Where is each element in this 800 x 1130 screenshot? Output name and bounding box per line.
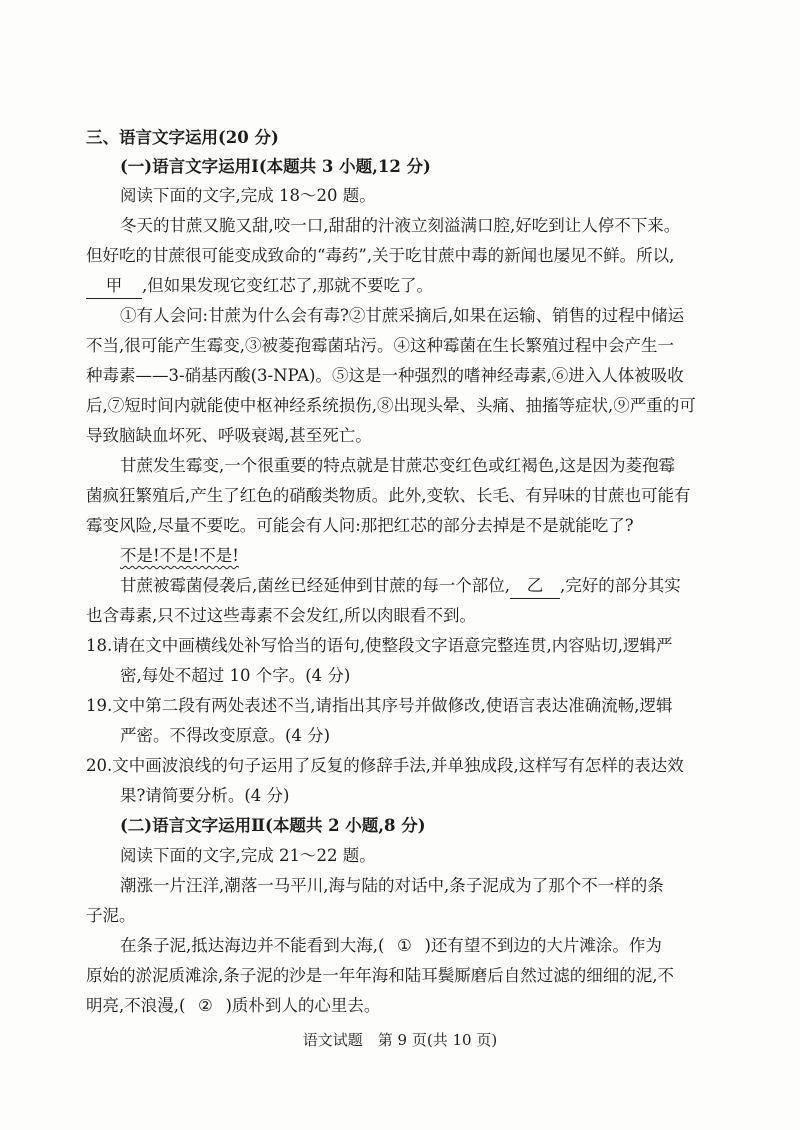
- blank-jia: 甲: [86, 274, 142, 299]
- q20-line2: 果?请简要分析。(4 分): [120, 786, 290, 805]
- blank-2: ②: [198, 996, 213, 1015]
- p3-line2: 菌疯狂繁殖后,产生了红色的硝酸类物质。此外,变软、长毛、有异味的甘蔗也可能有: [86, 486, 691, 505]
- q18-line1: 18.请在文中画横线处补写恰当的语句,使整段文字语意完整连贯,内容贴切,逻辑严: [86, 636, 673, 655]
- p2c-line2: 原始的淤泥质滩涂,条子泥的沙是一年年海和陆耳鬓厮磨后自然过滤的细细的泥,不: [86, 966, 674, 985]
- p3-line1: 甘蔗发生霉变,一个很重要的特点就是甘蔗芯变红色或红褐色,这是因为菱孢霉: [120, 456, 675, 475]
- section-title: 三、语言文字运用(20 分): [86, 128, 279, 147]
- blank-yi: 乙: [510, 574, 560, 599]
- p2c-line1-before: 在条子泥,抵达海边并不能看到大海,(: [120, 936, 385, 955]
- p2-line3: 种毒素——3-硝基丙酸(3-NPA)。⑤这是一种强烈的嗜神经毒素,⑥进入人体被吸收: [86, 366, 684, 385]
- p5-line1-before: 甘蔗被霉菌侵袭后,菌丝已经延伸到甘蔗的每一个部位,: [120, 576, 510, 595]
- q19-line1: 19.文中第二段有两处表述不当,请指出其序号并做修改,使语言表达准确流畅,逻辑: [86, 696, 673, 715]
- p5-line2: 也含毒素,只不过这些毒素不会发红,所以肉眼看不到。: [86, 606, 476, 625]
- p2b-line1: 潮涨一片汪洋,潮落一马平川,海与陆的对话中,条子泥成为了那个不一样的条: [120, 876, 664, 895]
- p2-line5: 导致脑缺血坏死、呼吸衰竭,甚至死亡。: [86, 426, 372, 445]
- part2-heading: (二)语言文字运用Ⅱ(本题共 2 小题,8 分): [120, 816, 426, 835]
- wavy-underline-text: 不是!不是!不是!: [120, 546, 239, 565]
- part2-instruction: 阅读下面的文字,完成 21～22 题。: [120, 846, 376, 865]
- p2-line4: 后,⑦短时间内就能使中枢神经系统损伤,⑧出现头晕、头痛、抽搐等症状,⑨严重的可: [86, 396, 696, 415]
- p2c-line3-before: 明亮,不浪漫,(: [86, 996, 186, 1015]
- p1-line3: [86, 274, 800, 299]
- p2c-line1: [120, 934, 800, 958]
- p2-line2: 不当,很可能产生霉变,③被菱孢霉菌玷污。④这种霉菌在生长繁殖过程中会产生一: [86, 336, 674, 355]
- part1-instruction: 阅读下面的文字,完成 18～20 题。: [120, 186, 376, 205]
- p2b-line2: 子泥。: [86, 906, 136, 925]
- p5-line1: [120, 574, 800, 599]
- p2c-line3-after: )质朴到人的心里去。: [225, 996, 381, 1015]
- blank-1: ①: [397, 936, 412, 955]
- q18-line2: 密,每处不超过 10 个字。(4 分): [120, 666, 351, 685]
- q20-line1: 20.文中画波浪线的句子运用了反复的修辞手法,并单独成段,这样写有怎样的表达效: [86, 756, 684, 775]
- part1-heading: (一)语言文字运用Ⅰ(本题共 3 小题,12 分): [120, 157, 431, 176]
- p2c-line3: [86, 994, 800, 1018]
- p3-line3: 霉变风险,尽量不要吃。可能会有人问:那把红芯的部分去掉是不是就能吃了?: [86, 516, 634, 535]
- q19-line2: 严密。不得改变原意。(4 分): [120, 726, 331, 745]
- p1-line1: 冬天的甘蔗又脆又甜,咬一口,甜甜的汁液立刻溢满口腔,好吃到让人停不下来。: [120, 216, 681, 235]
- p1-line3-rest: ,但如果发现它变红芯了,那就不要吃了。: [142, 276, 433, 295]
- p4-wavy-sentence: [120, 544, 800, 568]
- p1-line2: 但好吃的甘蔗很可能变成致命的“毒药”,关于吃甘蔗中毒的新闻也屡见不鲜。所以,: [86, 246, 675, 265]
- p2-line1: ①有人会问:甘蔗为什么会有毒?②甘蔗采摘后,如果在运输、销售的过程中储运: [120, 306, 685, 325]
- page-footer: 语文试题 第 9 页(共 10 页): [302, 1031, 498, 1049]
- p5-line1-after: ,完好的部分其实: [560, 576, 681, 595]
- p2c-line1-after: )还有望不到边的大片滩涂。作为: [424, 936, 662, 955]
